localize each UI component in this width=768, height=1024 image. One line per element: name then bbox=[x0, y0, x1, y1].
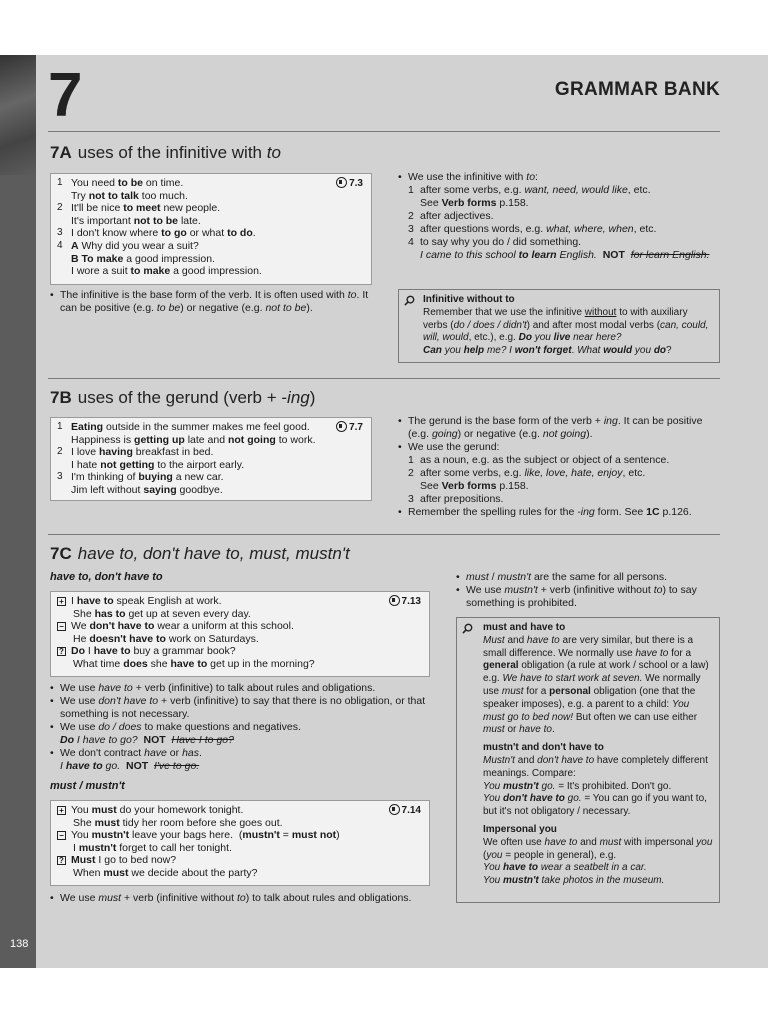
example-number: 2 bbox=[57, 446, 63, 458]
grammar-bank-page bbox=[0, 55, 768, 968]
use-text: after prepositions. bbox=[420, 493, 504, 505]
example-item bbox=[57, 645, 423, 670]
divider bbox=[48, 131, 720, 132]
use-number: 3 bbox=[408, 493, 414, 505]
note-bullet: • The infinitive is the base form of the verb. It is often used with to. It can be positive (e.g. to be) or negative (e.g. not to be). bbox=[50, 289, 372, 315]
example-text: I'm thinking of buying a new car. Jim left without saying goodbye. bbox=[71, 471, 224, 496]
speaker-icon bbox=[336, 177, 347, 188]
examples-box-7b bbox=[50, 417, 372, 501]
example-number: 1 bbox=[57, 421, 63, 432]
use-item bbox=[398, 467, 720, 493]
example-line: She has to get up at seven every day. bbox=[73, 607, 251, 620]
note-bullet: • We use don't have to + verb (infinitive) to say that there is no obligation, or that something is not necessary. bbox=[50, 695, 434, 721]
speaker-icon bbox=[389, 595, 400, 606]
example-item bbox=[57, 446, 365, 471]
example-item bbox=[57, 620, 423, 645]
example-text: I don't know where to go or what to do. bbox=[71, 227, 256, 240]
speaker-icon bbox=[336, 421, 347, 432]
example-text bbox=[57, 595, 423, 620]
example-number: 4 bbox=[57, 239, 63, 251]
speaker-icon bbox=[389, 804, 400, 815]
example-text: Eating outside in the summer makes me feel good. Happiness is getting up late and not going to work. bbox=[71, 421, 316, 446]
tip-paragraph: Must and have to are very similar, but there is a small difference. We normally use have to for a general obligation (a rule at work / school or a law) e.g. We have to start work at seven. We normally use must for a personal obligation (one that the speaker imposes), e.g. a parent to a child: You must go to bed now! But often we can use either must or have to. bbox=[483, 634, 709, 736]
example-number: 3 bbox=[57, 227, 63, 239]
subheading-must: must / mustn't bbox=[50, 780, 125, 792]
use-item bbox=[398, 236, 718, 262]
note-bullet: • We use do / does to make questions and negatives. Do I have to go? NOT Have I to go? bbox=[50, 721, 434, 747]
page-number: 138 bbox=[10, 938, 29, 950]
note-bullet: • We use the gerund: bbox=[398, 441, 720, 454]
note-bullet: • Remember the spelling rules for the -ing form. See 1C p.126. bbox=[398, 506, 720, 519]
use-number: 2 bbox=[408, 467, 414, 479]
gerund-notes bbox=[398, 415, 720, 519]
example-text bbox=[57, 645, 423, 670]
example-line: I mustn't forget to call her tonight. bbox=[73, 841, 232, 854]
example-item bbox=[57, 595, 423, 620]
magnifier-icon bbox=[462, 623, 473, 634]
unit-number: 7 bbox=[48, 61, 83, 130]
magnifier-icon bbox=[404, 295, 415, 306]
subheading-have-to: have to, don't have to bbox=[50, 571, 163, 583]
example-text: It'll be nice to meet new people. It's important not to be late. bbox=[71, 202, 221, 227]
use-item bbox=[398, 223, 718, 236]
example-item bbox=[57, 421, 365, 446]
use-item bbox=[398, 493, 720, 506]
example-line: When must we decide about the party? bbox=[73, 866, 258, 879]
note-bullet: • must / mustn't are the same for all persons. bbox=[456, 571, 720, 584]
example-text bbox=[57, 804, 423, 829]
example-text: I love having breakfast in bed. I hate not getting to the airport early. bbox=[71, 446, 245, 471]
question-box-icon: ? bbox=[57, 856, 66, 865]
section-7b-title: 7B uses of the gerund (verb + -ing) bbox=[50, 388, 316, 407]
example-line: − You mustn't leave your bags here. (mustn't = must not) bbox=[57, 829, 423, 842]
use-number: 1 bbox=[408, 454, 414, 466]
use-number: 3 bbox=[408, 223, 414, 235]
examples-box-must bbox=[50, 800, 430, 886]
example-number: 2 bbox=[57, 202, 63, 214]
audio-track-7-14[interactable]: 7.14 bbox=[389, 804, 421, 818]
left-margin-bar bbox=[0, 55, 36, 968]
use-text: after some verbs, e.g. like, love, hate, enjoy, etc. See Verb forms p.158. bbox=[420, 467, 646, 492]
use-text: to say why you do / did something. I came to this school to learn English. NOT for learn English. bbox=[420, 236, 710, 261]
corner-graphic bbox=[0, 55, 36, 175]
audio-track-7-3[interactable]: 7.3 bbox=[336, 177, 363, 191]
infinitive-uses-list bbox=[398, 171, 718, 262]
use-number: 1 bbox=[408, 184, 414, 196]
note-bullet: • We use mustn't + verb (infinitive without to) to say something is prohibited. bbox=[456, 584, 720, 610]
example-line: + You must do your homework tonight. bbox=[57, 804, 423, 817]
example-item bbox=[57, 227, 365, 240]
example-line: ? Must I go to bed now? bbox=[57, 854, 423, 867]
infinitive-note bbox=[50, 289, 372, 315]
note-bullet: • We use must + verb (infinitive without to) to talk about rules and obligations. bbox=[50, 892, 434, 905]
use-item bbox=[398, 210, 718, 223]
use-item bbox=[398, 454, 720, 467]
note-bullet: • We don't contract have or has. I have to go. NOT I've to go. bbox=[50, 747, 434, 773]
tip-title: Infinitive without to bbox=[423, 294, 515, 305]
positive-box-icon: + bbox=[57, 597, 66, 606]
negative-box-icon: − bbox=[57, 831, 66, 840]
example-item bbox=[57, 240, 365, 278]
page-title: GRAMMAR BANK bbox=[554, 79, 720, 100]
example-item bbox=[57, 854, 423, 879]
audio-track-7-7[interactable]: 7.7 bbox=[336, 421, 363, 435]
example-line: She must tidy her room before she goes out. bbox=[73, 816, 283, 829]
example-text: You need to be on time. Try not to talk too much. bbox=[71, 177, 188, 202]
example-line: What time does she have to get up in the morning? bbox=[73, 657, 315, 670]
example-line: − We don't have to wear a uniform at this school. bbox=[57, 620, 423, 633]
tip-heading: Impersonal you bbox=[483, 823, 557, 835]
tip-body: Remember that we use the infinitive without to with auxiliary verbs (do / does / didn't) and after most modal verbs (can, could, will, would, etc.), e.g. Do you live near here? Can you help me? I won't forget. What would you do? bbox=[423, 306, 709, 357]
example-item bbox=[57, 829, 423, 854]
example-item bbox=[57, 804, 423, 829]
example-number: 1 bbox=[57, 177, 63, 188]
use-text: after questions words, e.g. what, where, when, etc. bbox=[420, 223, 657, 235]
question-box-icon: ? bbox=[57, 647, 66, 656]
note-bullet: • We use have to + verb (infinitive) to talk about rules and obligations. bbox=[50, 682, 434, 695]
divider bbox=[48, 534, 720, 535]
example-line: + I have to speak English at work. bbox=[57, 595, 423, 608]
negative-box-icon: − bbox=[57, 622, 66, 631]
examples-box-7a bbox=[50, 173, 372, 285]
tip-box-infinitive bbox=[398, 289, 720, 363]
use-item bbox=[398, 184, 718, 210]
use-number: 2 bbox=[408, 210, 414, 222]
example-line: ? Do I have to buy a grammar book? bbox=[57, 645, 423, 658]
example-item bbox=[57, 177, 365, 202]
example-line: He doesn't have to work on Saturdays. bbox=[73, 632, 259, 645]
tip-heading: mustn't and don't have to bbox=[483, 742, 604, 754]
tip-box-must bbox=[456, 617, 720, 903]
use-text: as a noun, e.g. as the subject or object of a sentence. bbox=[420, 454, 670, 466]
use-text: after adjectives. bbox=[420, 210, 494, 222]
note-bullet: • The gerund is the base form of the verb + ing. It can be positive (e.g. going) or negative (e.g. not going). bbox=[398, 415, 720, 441]
examples-box-have-to bbox=[50, 591, 430, 677]
section-7c-title: 7C have to, don't have to, must, mustn't bbox=[50, 544, 350, 563]
tip-paragraph: We often use have to and must with impersonal you (you = people in general), e.g. You have to wear a seatbelt in a car. You mustn't take photos in the museum. bbox=[483, 836, 713, 887]
audio-track-7-13[interactable]: 7.13 bbox=[389, 595, 421, 609]
must-bullets bbox=[456, 571, 720, 610]
example-text bbox=[57, 854, 423, 879]
example-text: A Why did you wear a suit? B To make a good impression. I wore a suit to make a good impression. bbox=[71, 239, 262, 278]
tip-heading: must and have to bbox=[483, 622, 566, 633]
positive-box-icon: + bbox=[57, 806, 66, 815]
example-text bbox=[57, 829, 423, 854]
example-item bbox=[57, 202, 365, 227]
tip-paragraph: Mustn't and don't have to have completely different meanings. Compare: You mustn't go. = It's prohibited. Don't go. You don't have to go. = You can go if you want to, but it's not obligatory / necessary. bbox=[483, 754, 708, 818]
example-text bbox=[57, 620, 423, 645]
use-number: 4 bbox=[408, 236, 414, 248]
divider bbox=[48, 378, 720, 379]
use-text: after some verbs, e.g. want, need, would like, etc. See Verb forms p.158. bbox=[420, 184, 651, 209]
example-item bbox=[57, 471, 365, 496]
must-notes bbox=[50, 892, 434, 905]
note-bullet: • We use the infinitive with to: bbox=[398, 171, 718, 184]
have-to-notes bbox=[50, 682, 434, 773]
section-7a-title: 7A uses of the infinitive with to bbox=[50, 143, 281, 162]
example-number: 3 bbox=[57, 471, 63, 483]
